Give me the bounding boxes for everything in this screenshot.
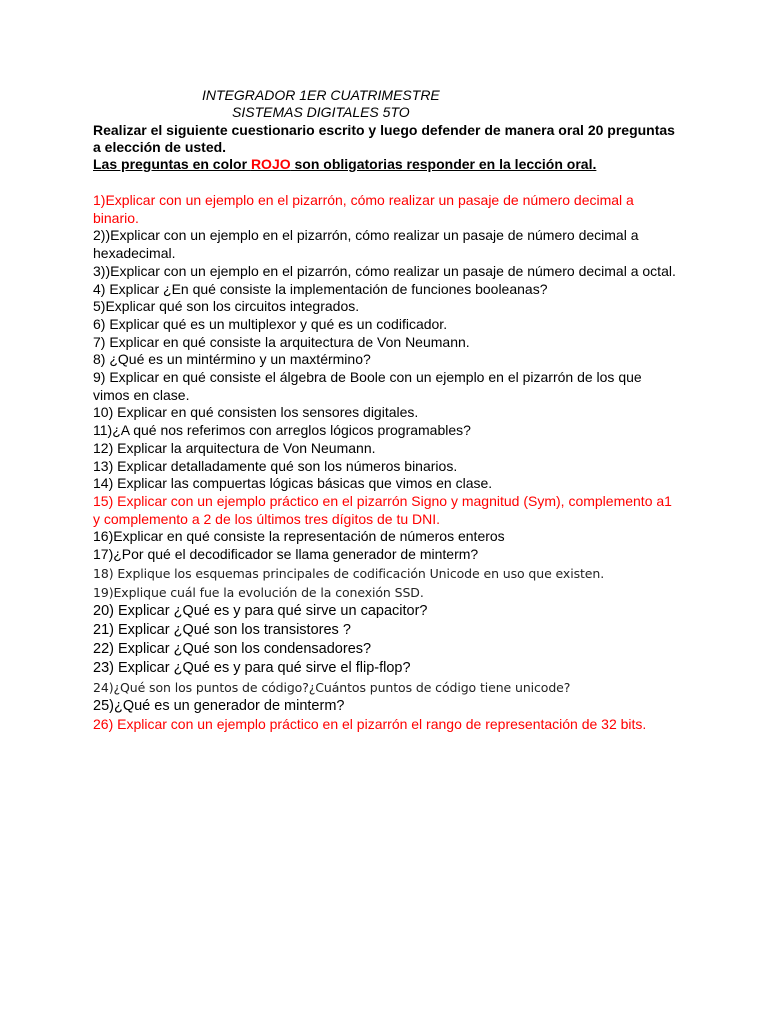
question-item: 25)¿Qué es un generador de minterm? [93,697,345,714]
mandatory-note [93,156,683,173]
question-item: 19)Explique cuál fue la evolución de la conexión SSD. [93,584,424,600]
document-title-line1: INTEGRADOR 1ER CUATRIMESTRE [202,87,440,103]
question-item: 11)¿A qué nos referimos con arreglos lógicos programables? [93,422,471,439]
mandatory-note-prefix: Las preguntas en color [93,156,251,172]
question-item: 4) Explicar ¿En qué consiste la implementación de funciones booleanas? [93,280,548,297]
question-item: 1)Explicar con un ejemplo en el pizarrón, cómo realizar un pasaje de número decimal a binario. [93,192,634,226]
question-item: 14) Explicar las compuertas lógicas básicas que vimos en clase. [93,475,493,492]
question-item: 24)¿Qué son los puntos de código?¿Cuántos puntos de código tiene unicode? [93,679,571,695]
instructions-block [93,122,683,173]
mandatory-note-suffix: son obligatorias responder en la lección oral. [290,156,597,172]
question-item: 9) Explicar en qué consiste el álgebra de Boole con un ejemplo en el pizarrón de los que vimos en clase. [93,369,642,403]
question-item: 16)Explicar en qué consiste la representación de números enteros [93,528,505,545]
instruction-text: Realizar el siguiente cuestionario escrito y luego defender de manera oral 20 preguntas a elección de usted. [93,122,675,155]
question-list [93,192,678,733]
question-item: 23) Explicar ¿Qué es y para qué sirve el flip-flop? [93,659,411,676]
question-item: 6) Explicar qué es un multiplexor y qué es un codificador. [93,315,448,332]
question-item: 18) Explique los esquemas principales de codificación Unicode en uso que existen. [93,565,605,581]
question-item: 17)¿Por qué el decodificador se llama generador de minterm? [93,546,479,563]
question-item: 12) Explicar la arquitectura de Von Neumann. [93,439,376,456]
question-item: 22) Explicar ¿Qué son los condensadores? [93,640,372,657]
document-title-line2: SISTEMAS DIGITALES 5TO [232,104,410,120]
question-item: 2))Explicar con un ejemplo en el pizarrón, cómo realizar un pasaje de número decimal a hexadecimal. [93,227,639,262]
question-item: 3))Explicar con un ejemplo en el pizarrón, cómo realizar un pasaje de número decimal a octal. [93,262,676,279]
question-item: 7) Explicar en qué consiste la arquitectura de Von Neumann. [93,333,470,350]
question-item: 5)Explicar qué son los circuitos integrados. [93,298,360,315]
question-item: 13) Explicar detalladamente qué son los números binarios. [93,457,458,474]
question-item: 15) Explicar con un ejemplo práctico en el pizarrón Signo y magnitud (Sym), complemento a1 y complemento a 2 de los últimos tres dígitos de tu DNI. [93,492,672,527]
mandatory-note-highlight: ROJO [250,156,291,172]
question-item: 20) Explicar ¿Qué es y para qué sirve un capacitor? [93,602,428,619]
question-item: 10) Explicar en qué consisten los sensores digitales. [93,404,419,421]
question-item: 21) Explicar ¿Qué son los transistores ? [93,621,351,638]
question-item: 26) Explicar con un ejemplo práctico en el pizarrón el rango de representación de 32 bits. [93,715,647,732]
question-item: 8) ¿Qué es un mintérmino y un maxtérmino? [93,351,371,368]
